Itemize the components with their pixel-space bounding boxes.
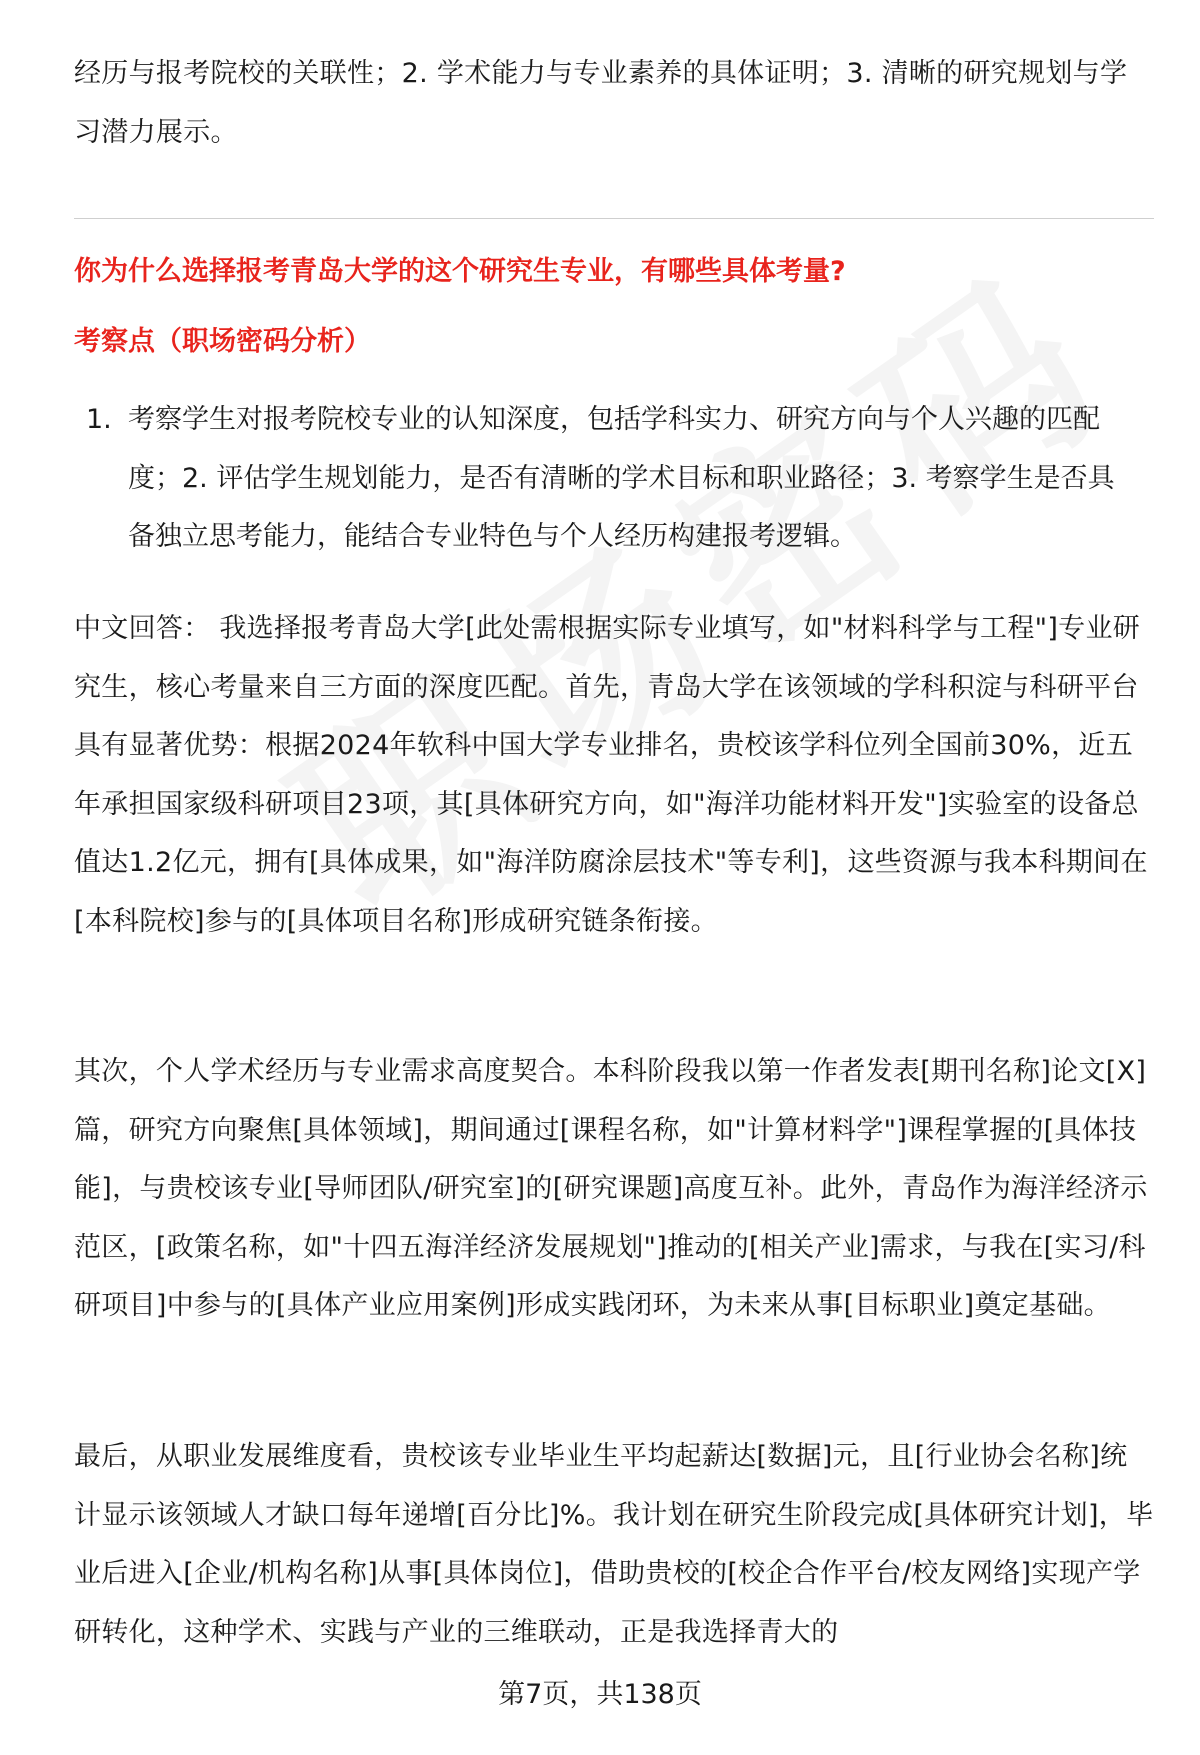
intro-paragraph: 经历与报考院校的关联性；2. 学术能力与专业素养的具体证明；3. 清晰的研究规划与学习潜力展示。 xyxy=(74,58,1128,148)
list-item-number: 1. xyxy=(86,404,112,435)
question-heading: 你为什么选择报考青岛大学的这个研究生专业，有哪些具体考量? xyxy=(74,256,846,287)
answer-paragraph-2: 其次，个人学术经历与专业需求高度契合。本科阶段我以第一作者发表[期刊名称]论文[X]篇，研究方向聚焦[具体领域]，期间通过[课程名称，如"计算材料学"]课程掌握的[具体技能]，与贵校该专业[导师团队/研究室]的[研究课题]高度互补。此外，青岛作为海洋经济示范区，[政策名称，如"十四五海洋经济发展规划"]推动的[相关产业]需求，与我在[实习/科研项目]中参与的[具体产业应用案例]形成实践闭环，为未来从事[目标职业]奠定基础。 xyxy=(74,1056,1148,1321)
answer-paragraph-1: 中文回答： 我选择报考青岛大学[此处需根据实际专业填写，如"材料科学与工程"]专业研究生，核心考量来自三方面的深度匹配。首先，青岛大学在该领域的学科积淀与科研平台具有显著优势：根据2024年软科中国大学专业排名，贵校该学科位列全国前30%，近五年承担国家级科研项目23项，其[具体研究方向，如"海洋功能材料开发"]实验室的设备总值达1.2亿元，拥有[具体成果，如"海洋防腐涂层技术"等专利]，这些资源与我本科期间在[本科院校]参与的[具体项目名称]形成研究链条衔接。 xyxy=(74,613,1148,937)
section-divider xyxy=(74,218,1154,219)
section-heading: 考察点（职场密码分析） xyxy=(74,326,371,357)
list-item-text: 考察学生对报考院校专业的认知深度，包括学科实力、研究方向与个人兴趣的匹配度；2. 评估学生规划能力，是否有清晰的学术目标和职业路径；3. 考察学生是否具备独立思考能力，能结合专业特色与个人经历构建报考逻辑。 xyxy=(128,404,1115,552)
page-number: 第7页，共138页 xyxy=(498,1679,702,1710)
answer-paragraph-3: 最后，从职业发展维度看，贵校该专业毕业生平均起薪达[数据]元，且[行业协会名称]统计显示该领域人才缺口每年递增[百分比]%。我计划在研究生阶段完成[具体研究计划]，毕业后进入[企业/机构名称]从事[具体岗位]，借助贵校的[校企合作平台/校友网络]实现产学研转化，这种学术、实践与产业的三维联动，正是我选择青大的 xyxy=(74,1441,1154,1648)
